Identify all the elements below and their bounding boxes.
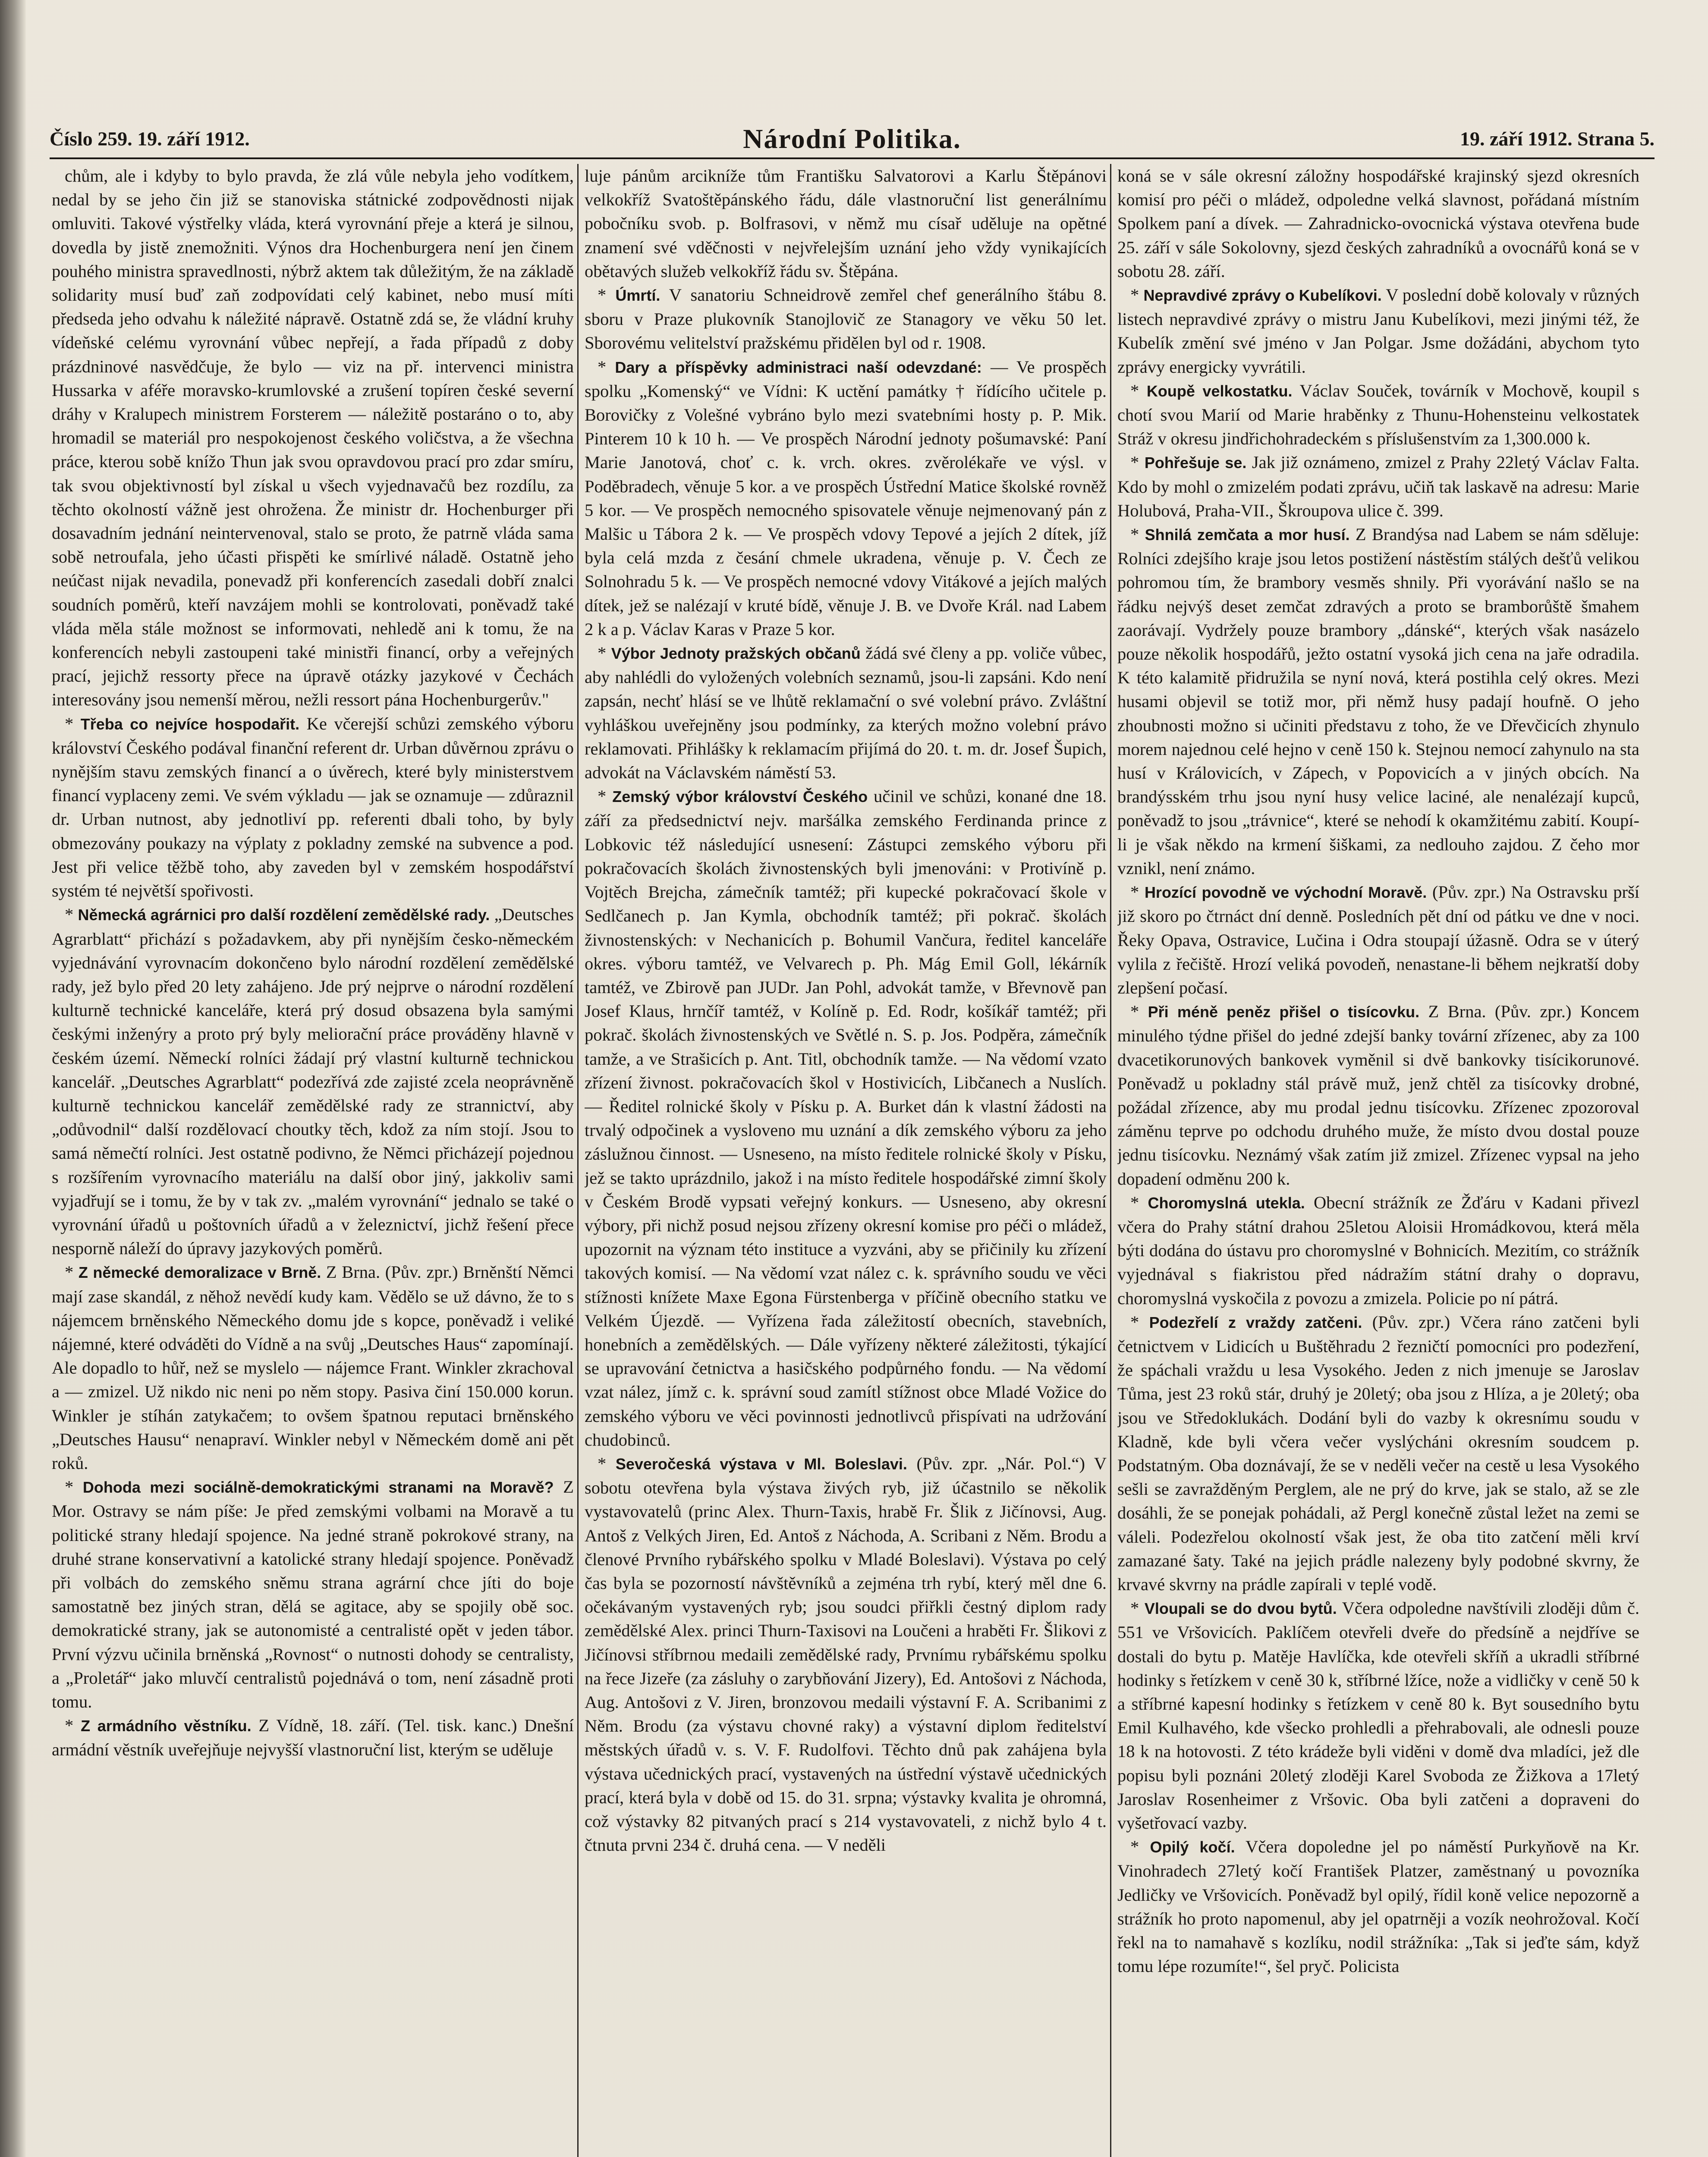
- article-paragraph: [52, 164, 574, 712]
- article-heading: Dohoda mezi sociálně-demokratickými stranami na Moravě?: [82, 1478, 554, 1497]
- article-paragraph: * Dohoda mezi sociálně-demokratickými stranami na Moravě? Z Mor. Ostravy se nám píše: Je před zemskými volbami na Moravě a tu politické strany hledají spojence. Na jedné straně pokrokové strany, na druhé strane konservativní a katolické strany hledají spojence. Poněvadž při volbách do zemského sněmu strana agrární chce jíti do boje samostatně bez jiných stran, dělá se agitace, aby se spojily obě soc. demokratické strany, jak se autonomisté a centralisté opět v jeden tábor. První výzvu učinila brněnská „Rovnost“ o nutnosti dohody se centralisty, a „Proletář“ jako mluvčí centralistů pojednává o tom, není zásadně proti tomu.: [52, 1477, 574, 1711]
- article-text: Václav Souček, továrník v Mochově, koupil s chotí svou Marií od Marie hraběnky z Thunu-Hohensteinu velkostatek Stráž v okresu jindřichohradeckém s příslušenstvím za 1,300.000 k.: [1117, 380, 1639, 449]
- column-2: [585, 164, 1107, 2157]
- article-paragraph: * Shnilá zemčata a mor husí. Z Brandýsa nad Labem se nám sděluje: Rolníci zdejšího kraje jsou letos postižení nástěstím stálých dešťů velikou pohromou tím, že brambory vesměs shnily. Při vyorávání našlo se na řádku nejvýš deset zemčat zdravých a proto se bramborůště šmahem zaorávají. Vydržely pouze brambory „dánské“, kterých však nasázelo pouze několik hospodářů, ježto ostatní vysoká jich cena na jaře odradila. K této kalamitě přidružila se nyní nová, která postihla celý okres. Mezi husami objevil se totiž mor, při němž husy padají houfně. O jeho zhoubnosti možno si učiniti představu z toho, že ve Dřevčicích zhynulo morem najednou celé hejno v ceně 150 k. Stejnou nemocí zahynulo na sta husí v Královicích, v Zápech, v Popovicích a v jiných obcích. Na brandýsském trhu jsou nyní husy velice laciné, ale nenalézají kupců, poněvadž to jsou „trávnice“, které se nehodí k okamžitému zabití. Koupí-li je však někdo na krmení šiškami, za nedlouho zajdou. Z čeho mor vznikl, není známo.: [1117, 525, 1639, 878]
- article-paragraph: * Zemský výbor království Českého učinil ve schůzi, konané dne 18. září za předsednictví nejv. maršálka zemského Ferdinanda prince z Lobkovic též následující usnesení: Zástupci zemského výboru při pokračovacích školách živnostenských byli jmenováni: v Protivíně p. Vojtěch Brejcha, zámečník tamtéž; při kupecké pokračovací škole v Sedlčanech p. Jan Kymla, obchodník tamtéž; při pokrač. školách živnostenských: v Nechanicích p. Bohumil Vančura, ředitel kanceláře okres. výboru tamtéž, ve Velvarech p. Ph. Mág Emil Goll, lékárník tamtéž, ve Zbirově pan JUDr. Jan Pohl, advokát tamže, v Břevnově pan Josef Klaus, hrnčíř tamtéž, v Kolíně p. Ed. Rodr, košíkář tamtéž; při pokrač. školách živnostenských ve Světlé n. S. p. Jos. Podpěra, zámečník tamže, a ve Strašicích p. Ant. Titl, obchodník tamže. — Na vědomí vzato zřízení živnost. pokračovacích škol v Hostivicích, Libčanech a Nuslích. — Ředitel rolnické školy v Písku p. A. Burket dán k vlastní žádosti na trvalý odpočinek a vysloveno mu uznání a dík zemského výboru za jeho záslužnou činnost. — Usneseno, na místo ředitele rolnické školy v Písku, jež se takto uprázdnilo, jakož i na místo ředitele hospodářské zimní školy v Českém Brodě vypsati veřejný konkurs. — Usneseno, aby okresní výbory, při nichž posud nejsou zřízeny okresní komise pro péči o mládež, upozornit na význam této instituce a vyzváni, aby se přičinily ku zřízení takových komisí. — Na vědomí vzat nález c. k. správního soudu ve věci stížnosti knížete Maxe Egona Fürstenberga v příčině obecního statku ve Velkém Újezdě. — Vyřízena řada záležitostí obecních, stavebních, honebních a zemědělských. — Dále vyřízeny některé záležitosti, týkající se upravování četnictva a hasičského podpůrného fondu. — Na vědomí vzat nález, jímž c. k. správní soud zamítl stížnost obce Mladé Vožice do zemského výboru ve věci povinnosti jednotlivců přispívati na udržování chudobinců.: [585, 786, 1107, 1450]
- article-text: žádá své členy a pp. voliče vůbec, aby nahlédli do vyložených volebních seznamů, jsou-li zapsáni. Kdo není zapsán, nechť hlásí se ve lhůtě reklamační o své volební právo. Zvláštní vyhláškou uveřejněny jsou podmínky, za kterých možno volební právo reklamovati. Přihlášky k reklamacím přijímá do 20. t. m. dr. Josef Šupich, advokát na Václavském náměstí 53.: [585, 643, 1107, 783]
- column-divider: [1110, 164, 1111, 2157]
- article-text: Obecní strážník ze Žďáru v Kadani přivezl včera do Prahy státní drahou 25letou Aloisii Hromádkovou, která měla býti dodána do ústavu pro choromyslné v Bohnicích. Mezitím, co strážník vyjednával s fiakristou před nádražím státní drahy o dopravu, choromyslná vyskočila z povozu a zmizela. Policie po ní pátrá.: [1117, 1192, 1639, 1308]
- article-heading: Třeba co nejvíce hospodařit.: [80, 715, 300, 733]
- article-paragraph: * Nepravdivé zprávy o Kubelíkovi. V poslední době kolovaly v různých listech nepravdivé zprávy o mistru Janu Kubelíkovi, mezi jinými též, že Kubelík změní své jméno v Jan Polgar. Jsme dožádáni, abychom tyto zprávy energicky vyvrátili.: [1117, 285, 1639, 377]
- column-divider: [577, 164, 579, 2157]
- article-heading: Opilý kočí.: [1150, 1838, 1235, 1856]
- page-edge-shadow: [0, 0, 26, 2157]
- article-text: Včera odpoledne navštívili zloději dům č. 551 ve Vršovicích. Paklíčem otevřeli dveře do předsíně a nejdříve se dostali do bytu p. Matěje Havlíčka, kde otevřeli skříň a ukradli stříbrné hodinky s řetízkem v ceně 30 k, stříbrné lžíce, nože a vidličky v ceně 50 k a stříbrné kapesní hodinky s řetízkem v ceně 80 k. Byt sousedního bytu Emil Kulhavého, kde všecko prohledli a přehrabovali, ale odnesli pouze 18 k na hotovosti. Z této krádeže byli viděni v domě dva mladíci, jež dle popisu byli poznáni 20letý zloději Karel Svoboda ze Žižkova a 17letý Jaroslav Rosenheimer z Vršovic. Oba byli zatčeni a dopraveni do vyšetřovací vazby.: [1117, 1598, 1639, 1833]
- article-heading: Severočeská výstava v Ml. Boleslavi.: [615, 1455, 907, 1473]
- article-paragraph: * Choromyslná utekla. Obecní strážník ze Žďáru v Kadani přivezl včera do Prahy státní drahou 25letou Aloisii Hromádkovou, která měla býti dodána do ústavu pro choromyslné v Bohnicích. Mezitím, co strážník vyjednával s fiakristou před nádražím státní drahy o dopravu, choromyslná vyskočila z povozu a zmizela. Policie po ní pátrá.: [1117, 1192, 1639, 1308]
- article-paragraph: * Severočeská výstava v Ml. Boleslavi. (Pův. zpr. „Nár. Pol.“) V sobotu otevřena byla výstava živých ryb, již účastnilo se několik vystavovatelů (princ Alex. Thurn-Taxis, hrabě Fr. Šlik z Jičínovsi, Aug. Antoš z Velkých Jiren, Ed. Antoš z Náchoda, A. Scribani z Něm. Brodu a členové Prvního rybářského spolku v Mladé Boleslavi). Výstava po celý čas byla se pozorností návštěvníků a zejména trh rybí, který měl dne 6. očekávaným vystavených ryb; jsou soudci přiřkli čestný diplom rady zemědělské Alex. princi Thurn-Taxisovi na Loučeni a hraběti Fr. Šlikovi z Jičínovsi stříbrnou medaili zemědělské rady, Prvnímu rybářskému spolku na řece Jizeře (za zásluhy o zarybňování Jizery), Ed. Antošovi z Náchoda, Aug. Antošovi z V. Jiren, bronzovou medaili výstavní F. A. Scribanimi z Něm. Brodu (za výstavu chovné raky) a výstavní diplom ředitelství městských úřadů v. s. V. F. Rudolfovi. Těchto dnů pak zahájena byla výstava učednických prací, vystavených na ústřední výstavě učednických prací, která byla v době od 15. do 31. srpna; výstavky kvalita je ohromná, což výstavky 82 pitvaných prací s 214 vystavovateli, z nichž bylo 4 t. čtnuta prvni 234 č. druhá cena. — V neděli: [585, 1453, 1107, 1855]
- article-heading: Z armádního věstníku.: [81, 1717, 252, 1735]
- article-heading: Vloupali se do dvou bytů.: [1144, 1600, 1337, 1618]
- article-paragraph: [1117, 164, 1639, 283]
- article-paragraph: * Z armádního věstníku. Z Vídně, 18. září. (Tel. tisk. kanc.) Dnešní armádní věstník uveřejňuje nejvyšší vlastnoruční list, kterým se uděluje: [52, 1716, 574, 1760]
- article-text: (Pův. zpr.) Včera ráno zatčeni byli četnictvem v Lidicích u Buštěhradu 2 řezničtí pomocníci pro podezření, že spáchali vraždu u lesa Vysokého. Jeden z nich jmenuje se Jaroslav Tůma, jest 23 roků stár, druhý je 20letý; oba jsou z Hlíza, a je 20letý; oba jsou ve Středoklukách. Dodání byli do vazby k okresnímu soudu v Kladně, kde byli včera večer vyslýcháni okresním soudcem p. Podstatným. Oba doznávají, že se v neděli večer na cestě u lesa Vysokého sešli se zavražděným Perglem, ale ne prý do krve, jak se stalo, až se zle dosáhli, že se ponejak pohádali, až Pergl konečně zůstal ležet na zemi se váleli. Podezřelou okolností však jest, že oba tito zatčení měli krví zamazané šaty. Také na jejich prádle nalezeny byly podobné skvrny, že krvavé skvrny na prádle zapírali v teplé vodě.: [1117, 1312, 1639, 1594]
- article-text: Jak již oznámeno, zmizel z Prahy 22letý Václav Falta. Kdo by mohl o zmizelém podati zprávu, učiň tak laskavě na adresu: Marie Holubová, Praha-VII., Škroupova ulice č. 399.: [1117, 453, 1639, 520]
- article-paragraph: * Podezřelí z vraždy zatčeni. (Pův. zpr.) Včera ráno zatčeni byli četnictvem v Lidicích u Buštěhradu 2 řezničtí pomocníci pro podezření, že spáchali vraždu u lesa Vysokého. Jeden z nich jmenuje se Jaroslav Tůma, jest 23 roků stár, druhý je 20letý; oba jsou z Hlíza, a je 20letý; oba jsou ve Středoklukách. Dodání byli do vazby k okresnímu soudu v Kladně, kde byli včera večer vyslýcháni okresním soudcem p. Podstatným. Oba doznávají, že se v neděli večer na cestě u lesa Vysokého sešli se zavražděným Perglem, ale ne prý do krve, jak se stalo, až se zle dosáhli, že se ponejak pohádali, až Pergl konečně zůstal ležet na zemi se váleli. Podezřelou okolností však jest, že oba tito zatčení měli krví zamazané šaty. Také na jejich prádle nalezeny byly podobné skvrny, že krvavé skvrny na prádle zapírali v teplé vodě.: [1117, 1312, 1639, 1594]
- article-text: Ke včerejší schůzi zemského výboru království Českého podával finanční referent dr. Urban důvěrnou zprávu o nynějším stavu zemských financí a o úvěrech, které byly ministerstvem financí vyplaceny zemi. Ve svém výkladu — jak se oznamuje — zdůraznil dr. Urban nutnost, aby jednotliví pp. referenti dbali toho, by byly obmezovány poukazy na výplaty z pokladny zemské na subvence a pod. Jest při velice těžbě toho, aby zaveden byl v zemském hospodářství systém té největší spořivosti.: [52, 714, 574, 901]
- article-text: učinil ve schůzi, konané dne 18. září za předsednictví nejv. maršálka zemského Ferdinanda prince z Lobkovic též následující usnesení: Zástupci zemského výboru při pokračovacích školách živnostenských byli jmenováni: v Protivíně p. Vojtěch Brejcha, zámečník tamtéž; při kupecké pokračovací škole v Sedlčanech p. Jan Kymla, obchodník tamtéž; při pokrač. školách živnostenských: v Nechanicích p. Bohumil Vančura, ředitel kanceláře okres. výboru tamtéž, ve Velvarech p. Ph. Mág Emil Goll, lékárník tamtéž, ve Zbirově pan JUDr. Jan Pohl, advokát tamže, v Břevnově pan Josef Klaus, hrnčíř tamtéž, v Kolíně p. Ed. Rodr, košíkář tamtéž; při pokrač. školách živnostenských ve Světlé n. S. p. Jos. Podpěra, zámečník tamže, a ve Strašicích p. Ant. Titl, obchodník tamže. — Na vědomí vzato zřízení živnost. pokračovacích škol v Hostivicích, Libčanech a Nuslích. — Ředitel rolnické školy v Písku p. A. Burket dán k vlastní žádosti na trvalý odpočinek a vysloveno mu uznání a dík zemského výboru za jeho záslužnou činnost. — Usneseno, na místo ředitele rolnické školy v Písku, jež se takto uprázdnilo, jakož i na místo ředitele hospodářské zimní školy v Českém Brodě vypsati veřejný konkurs. — Usneseno, aby okresní výbory, při nichž posud nejsou zřízeny okresní komise pro péči o mládež, upozornit na význam této instituce a vyzváni, aby se přičinily ku zřízení takových komisí. — Na vědomí vzat nález c. k. správního soudu ve věci stížnosti knížete Maxe Egona Fürstenberga v příčině obecního statku ve Velkém Újezdě. — Vyřízena řada záležitostí obecních, stavebních, honebních a zemědělských. — Dále vyřízeny některé záležitosti, týkající se upravování četnictva a hasičského podpůrného fondu. — Na vědomí vzat nález, jímž c. k. správní soud zamítl stížnost obce Mladé Vožice do zemského výboru ve věci povinnosti jednotlivců přispívati na udržování chudobinců.: [585, 786, 1107, 1450]
- article-paragraph: * Hrozící povodně ve východní Moravě. (Pův. zpr.) Na Ostravsku prší již skoro po čtrnáct dní denně. Posledních pět dní od pátku ve dne v noci. Řeky Opava, Ostravice, Lučina i Odra stoupají úžasně. Odra se v úterý vylila z řečiště. Hrozí veliká povodeň, nenastane-li během nejkratší doby zlepšení počasí.: [1117, 882, 1639, 997]
- article-text: Z Brna. (Pův. zpr.) Brněnští Němci mají zase skandál, z něhož nevědí kudy kam. Vědělo se už dávno, že to s nájemcem brněnského Německého domu jde s kopce, poněvadž i veliké nájemné, které odváděti do Vídně a na svůj „Deutsches Haus“ zapomínají. Ale dopadlo to hůř, než se myslelo — nájemce Frant. Winkler zkrachoval a — zmizel. Už nikdo nic neni po něm stopy. Pasiva činí 150.000 korun. Winkler je stíhán zatykačem; to ovšem špatnou reputaci brněnského „Deutsches Hausu“ nenapraví. Winkler nebyl v Německém domě ani pět roků.: [52, 1262, 574, 1473]
- article-paragraph: * Dary a příspěvky administraci naší odevzdané: — Ve prospěch spolku „Komenský“ ve Vídni: K uctění památky † řídícího učitele p. Borovičky z Volešné vybráno bylo mezi svatebními hosty p. P. Mik. Pinterem 10 k 10 h. — Ve prospěch Národní jednoty pošumavské: Paní Marie Janotová, choť c. k. vrch. okres. zvěrolékaře ve výsl. v Poděbradech, věnuje 5 kor. a ve prospěch Ústřední Matice školské rovněž 5 kor. — Ve prospěch nemocného spisovatele věnuje nejmenovaný pán z Malšic u Tábora 2 k. — Ve prospěch vdovy Tepové a jejích 2 dítek, jíž byla celá mzda z česání chmele ukradena, věnuje p. V. Čech ze Solnohradu 5 k. — Ve prospěch nemocné vdovy Vitákové a jejích malých dítek, jež se nalézají v kruté bídě, věnuje J. B. ve Dvoře Král. nad Labem 2 k a p. Václav Karas v Praze 5 kor.: [585, 357, 1107, 639]
- article-paragraph: [585, 164, 1107, 283]
- article-paragraph: * Výbor Jednoty pražských občanů žádá své členy a pp. voliče vůbec, aby nahlédli do vyložených volebních seznamů, jsou-li zapsáni. Kdo není zapsán, nechť hlásí se ve lhůtě reklamační o své volební právo. Zvláštní vyhláškou uveřejněny jsou podmínky, za kterých možno volební právo reklamovati. Přihlášky k reklamacím přijímá do 20. t. m. dr. Josef Šupich, advokát na Václavském náměstí 53.: [585, 643, 1107, 783]
- article-text: Z Vídně, 18. září. (Tel. tisk. kanc.) Dnešní armádní věstník uveřejňuje nejvyšší vlastnoruční list, kterým se uděluje: [52, 1716, 574, 1760]
- article-text: — Ve prospěch spolku „Komenský“ ve Vídni: K uctění památky † řídícího učitele p. Borovičky z Volešné vybráno bylo mezi svatebními hosty p. P. Mik. Pinterem 10 k 10 h. — Ve prospěch Národní jednoty pošumavské: Paní Marie Janotová, choť c. k. vrch. okres. zvěrolékaře ve výsl. v Poděbradech, věnuje 5 kor. a ve prospěch Ústřední Matice školské rovněž 5 kor. — Ve prospěch nemocného spisovatele věnuje nejmenovaný pán z Malšic u Tábora 2 k. — Ve prospěch vdovy Tepové a jejích 2 dítek, jíž byla celá mzda z česání chmele ukradena, věnuje p. V. Čech ze Solnohradu 5 k. — Ve prospěch nemocné vdovy Vitákové a jejích malých dítek, jež se nalézají v kruté bídě, věnuje J. B. ve Dvoře Král. nad Labem 2 k a p. Václav Karas v Praze 5 kor.: [585, 357, 1107, 639]
- article-text: Z Mor. Ostravy se nám píše: Je před zemskými volbami na Moravě a tu politické strany hledají spojence. Na jedné straně pokrokové strany, na druhé strane konservativní a katolické strany hledají spojence. Poněvadž při volbách do zemského sněmu strana agrární chce jíti do boje samostatně bez jiných stran, dělá se agitace, aby se spojily obě soc. demokratické strany, jak se autonomisté a centralisté opět v jeden tábor. První výzvu učinila brněnská „Rovnost“ o nutnosti dohody se centralisty, a „Proletář“ jako mluvčí centralistů pojednává o tom, není zásadně proti tomu.: [52, 1477, 574, 1711]
- article-text: (Pův. zpr. „Nár. Pol.“) V sobotu otevřena byla výstava živých ryb, již účastnilo se několik vystavovatelů (princ Alex. Thurn-Taxis, hrabě Fr. Šlik z Jičínovsi, Aug. Antoš z Velkých Jiren, Ed. Antoš z Náchoda, A. Scribani z Něm. Brodu a členové Prvního rybářského spolku v Mladé Boleslavi). Výstava po celý čas byla se pozorností návštěvníků a zejména trh rybí, který měl dne 6. očekávaným vystavených ryb; jsou soudci přiřkli čestný diplom rady zemědělské Alex. princi Thurn-Taxisovi na Loučeni a hraběti Fr. Šlikovi z Jičínovsi stříbrnou medaili zemědělské rady, Prvnímu rybářskému spolku na řece Jizeře (za zásluhy o zarybňování Jizery), Ed. Antošovi z Náchoda, Aug. Antošovi z V. Jiren, bronzovou medaili výstavní F. A. Scribanimi z Něm. Brodu (za výstavu chovné raky) a výstavní diplom ředitelství městských úřadů v. s. V. F. Rudolfovi. Těchto dnů pak zahájena byla výstava učednických prací, vystavených na ústřední výstavě učednických prací, která byla v době od 15. do 31. srpna; výstavky kvalita je ohromná, což výstavky 82 pitvaných prací s 214 vystavovateli, z nichž bylo 4 t. čtnuta prvni 234 č. druhá cena. — V neděli: [585, 1453, 1107, 1855]
- article-heading: Koupě velkostatku.: [1146, 382, 1293, 400]
- article-heading: Úmrtí.: [615, 286, 661, 305]
- header-issue: Číslo 259. 19. září 1912.: [50, 128, 250, 150]
- article-heading: Choromyslná utekla.: [1148, 1194, 1305, 1212]
- article-paragraph: * Vloupali se do dvou bytů. Včera odpoledne navštívili zloději dům č. 551 ve Vršovicích. Paklíčem otevřeli dveře do předsíně a nejdříve se dostali do bytu p. Matěje Havlíčka, kde otevřeli skříň a ukradli stříbrné hodinky s řetízkem v ceně 30 k, stříbrné lžíce, nože a vidličky v ceně 50 k a stříbrné kapesní hodinky s řetízkem v ceně 80 k. Byt sousedního bytu Emil Kulhavého, kde všecko prohledli a přehrabovali, ale odnesli pouze 18 k na hotovosti. Z této krádeže byli viděni v domě dva mladíci, jež dle popisu byli poznáni 20letý zloději Karel Svoboda ze Žižkova a 17letý Jaroslav Rosenheimer z Vršovic. Oba byli zatčeni a dopraveni do vyšetřovací vazby.: [1117, 1598, 1639, 1833]
- article-heading: Shnilá zemčata a mor husí.: [1145, 526, 1350, 544]
- masthead-title: Národní Politika.: [743, 123, 961, 154]
- article-heading: Dary a příspěvky administraci naší odevzdané:: [615, 358, 982, 376]
- article-text: Z Brna. (Pův. zpr.) Koncem minulého týdne přišel do jedné zdejší banky tovární zřízenec, aby za 100 dvacetikorunových bankovek vyměnil si dvě bankovky tisícikorunové. Poněvadž u pokladny stál právě muž, jenž chtěl za tisícovky drobné, požádal zřízence, aby mu prodal jednu tisícovku. Zřízenec zpozoroval záměnu teprve po odchodu druhého muže, že místo dvou dostal pouze jednu tisícovku. Neznámý však zatím již zmizel. Zřízenec vypsal na jeho dopadení odměnu 200 k.: [1117, 1002, 1639, 1189]
- article-heading: Pohřešuje se.: [1144, 454, 1247, 472]
- article-text: V poslední době kolovaly v různých listech nepravdivé zprávy o mistru Janu Kubelíkovi, mezi jinými též, že Kubelík změní své jméno v Jan Polgar. Jsme dožádáni, abychom tyto zprávy energicky vyvrátili.: [1117, 285, 1639, 377]
- article-paragraph: * Koupě velkostatku. Václav Souček, továrník v Mochově, koupil s chotí svou Marií od Marie hraběnky z Thunu-Hohensteinu velkostatek Stráž v okresu jindřichohradeckém s příslušenstvím za 1,300.000 k.: [1117, 380, 1639, 449]
- article-heading: Hrozící povodně ve východní Moravě.: [1144, 884, 1427, 902]
- article-paragraph: * Úmrtí. V sanatoriu Schneidrově zemřel chef generálního štábu 8. sboru v Praze plukovník Stanojlovič ze Stanagory ve věku 50 let. Sborovému velitelství pražskému přidělen byl od r. 1908.: [585, 285, 1107, 353]
- article-paragraph: * Třeba co nejvíce hospodařit. Ke včerejší schůzi zemského výboru království Českého podával finanční referent dr. Urban důvěrnou zprávu o nynějším stavu zemských financí a o úvěrech, které byly ministerstvem financí vyplaceny zemi. Ve svém výkladu — jak se oznamuje — zdůraznil dr. Urban nutnost, aby jednotliví pp. referenti dbali toho, by byly obmezovány poukazy na výplaty z pokladny zemské na subvence a pod. Jest při velice těžbě toho, aby zaveden byl v zemském hospodářství systém té největší spořivosti.: [52, 714, 574, 901]
- header-rule: [50, 157, 1655, 159]
- page-header: [50, 123, 1655, 157]
- article-heading: Výbor Jednoty pražských občanů: [611, 645, 861, 663]
- article-paragraph: * Německá agrárnici pro další rozdělení zemědělské rady. „Deutsches Agrarblatt“ přichází s požadavkem, aby při nynějším česko-německém vyjednávání vyrovnacím dokončeno bylo národní rozdělení zemědělské rady, jež bylo před 20 lety zahájeno. Jde prý nejprve o národní rozdělení kulturně technické kanceláře, která prý dosud obsazena byla samými českými inženýry a proto prý byly meliorační práce prováděny hlavně v českém území. Německí rolníci žádají prý vlastní kulturně technickou kancelář. „Deutsches Agrarblatt“ podezřívá zde zajisté zcela neoprávněně kulturně technickou kancelář zemědělské rady ze strannictví, aby „odůvodnil“ další rozdělovací choutky těch, kdož za ním stojí. Jsou to samá němečtí rolníci. Jest ostatně podivno, že Němci přicházejí pojednou s rozšířením vyrovnacího materiálu na další obor jiný, jakkoliv sami vyjadřují se i tomu, že by v tak zv. „malém vyrovnání“ jednalo se také o vyrovnání úřadů u poštovních úřadů a v železnictví, jichž řešení přece nesporně náleží do úpravy jazykových poměrů.: [52, 905, 574, 1258]
- article-heading: Zemský výbor království Českého: [612, 788, 868, 806]
- article-paragraph: * Pohřešuje se. Jak již oznámeno, zmizel z Prahy 22letý Václav Falta. Kdo by mohl o zmizelém podati zprávu, učiň tak laskavě na adresu: Marie Holubová, Praha-VII., Škroupova ulice č. 399.: [1117, 453, 1639, 520]
- article-heading: Německá agrárnici pro další rozdělení zemědělské rady.: [78, 906, 490, 924]
- article-text: V sanatoriu Schneidrově zemřel chef generálního štábu 8. sboru v Praze plukovník Stanojlovič ze Stanagory ve věku 50 let. Sborovému velitelství pražskému přidělen byl od r. 1908.: [585, 285, 1107, 353]
- article-paragraph: * Opilý kočí. Včera dopoledne jel po náměstí Purkyňově na Kr. Vinohradech 27letý kočí František Platzer, zaměstnaný u povozníka Jedličky ve Vršovicích. Poněvadž byl opilý, řídil koně velice nepozorně a strážník ho proto napomenul, aby jel opatrněji a vozík neohrožoval. Kočí řekl na to namahavě s kozlíku, nodil strážníka: „Tak si jeďte sám, když tomu lépe rozumíte!“, šel pryč. Policista: [1117, 1837, 1639, 1976]
- article-heading: Z německé demoralizace v Brně.: [78, 1264, 321, 1282]
- header-date-page: 19. září 1912. Strana 5.: [1460, 128, 1655, 150]
- article-text: koná se v sále okresní záložny hospodářské krajinský sjezd okresních komisí pro péči o mládež, odpoledne velká slavnost, pořádaná místním Spolkem paní a dívek. — Zahradnicko-ovocnická výstava otevřena bude 25. září v sále Sokolovny, sjezd českých zahradníků a ovocnářů koná se v sobotu 28. září.: [1117, 166, 1639, 281]
- article-text: luje pánům arcikníže tům Františku Salvatorovi a Karlu Štěpánovi velkokříž Svatoštěpánského řádu, dále vlastnoruční list generálnímu pobočníku svob. p. Bolfrasovi, v němž mu císař uděluje na opětné znamení své vděčnosti v nejvřelejším uznání jeho vždy vynikajících obětavých služeb velkokříž řádu sv. Štěpána.: [585, 166, 1107, 281]
- article-text: Včera dopoledne jel po náměstí Purkyňově na Kr. Vinohradech 27letý kočí František Platzer, zaměstnaný u povozníka Jedličky ve Vršovicích. Poněvadž byl opilý, řídil koně velice nepozorně a strážník ho proto napomenul, aby jel opatrněji a vozík neohrožoval. Kočí řekl na to namahavě s kozlíku, nodil strážníka: „Tak si jeďte sám, když tomu lépe rozumíte!“, šel pryč. Policista: [1117, 1837, 1639, 1976]
- article-heading: Podezřelí z vraždy zatčeni.: [1149, 1313, 1362, 1331]
- article-paragraph: * Při méně peněz přišel o tisícovku. Z Brna. (Pův. zpr.) Koncem minulého týdne přišel do jedné zdejší banky tovární zřízenec, aby za 100 dvacetikorunových bankovek vyměnil si dvě bankovky tisícikorunové. Poněvadž u pokladny stál právě muž, jenž chtěl za tisícovky drobné, požádal zřízence, aby mu prodal jednu tisícovku. Zřízenec zpozoroval záměnu teprve po odchodu druhého muže, že místo dvou dostal pouze jednu tisícovku. Neznámý však zatím již zmizel. Zřízenec vypsal na jeho dopadení odměnu 200 k.: [1117, 1002, 1639, 1189]
- article-text: Z Brandýsa nad Labem se nám sděluje: Rolníci zdejšího kraje jsou letos postižení nástěstím stálých dešťů velikou pohromou tím, že brambory vesměs shnily. Při vyorávání našlo se na řádku nejvýš deset zemčat zdravých a proto se bramborůště šmahem zaorávají. Vydržely pouze brambory „dánské“, kterých však nasázelo pouze několik hospodářů, ježto ostatní vysoká jich cena na jaře odradila. K této kalamitě přidružila se nyní nová, která postihla celý okres. Mezi husami objevil se totiž mor, při němž husy padají houfně. O jeho zhoubnosti možno si učiniti představu z toho, že ve Dřevčicích zhynulo morem najednou celé hejno v ceně 150 k. Stejnou nemocí zahynulo na sta husí v Královicích, v Zápech, v Popovicích a v jiných obcích. Na brandýsském trhu jsou nyní husy velice laciné, ale nenalézají kupců, poněvadž to jsou „trávnice“, které se nehodí k okamžitému zabití. Koupí-li je však někdo na krmení šiškami, za nedlouho zajdou. Z čeho mor vznikl, není známo.: [1117, 525, 1639, 878]
- article-text: chům, ale i kdyby to bylo pravda, že zlá vůle nebyla jeho vodítkem, nedal by se jeho čin již se stanoviska státnické zodpovědnosti nijak omluviti. Takové výstřelky vláda, která vyrovnání přeje a která je silnou, dovedla by jistě znemožniti. Výnos dra Hochenburgera není jen činem pouhého ministra spravedlnosti, nýbrž aktem tak důležitým, že na základě solidarity musí buď zaň zodpovídati celý kabinet, nebo musí míti předseda jeho odvahu k náležité nápravě. Ostatně zdá se, že vládní kruhy vídeňské celému vyrovnání vůbec nepřejí, a řada případů z doby prázdninové nasvědčuje, že bylo — viz na př. intervenci ministra Hussarka v aféře moravsko-krumlovské a zrušení topíren české severní dráhy v Kralupech ministrem Forsterem — náležitě postaráno o to, aby hromadil se materiál pro nespokojenost českého voličstva, a že všechna práce, kterou sobě knížo Thun jak svou opravdovou prací pro zdar smíru, tak svou objektivností byl získal u všech vyjednavačů bez rozdílu, za těchto okolností vážně jest ohrožena. Že ministr dr. Hochenburger při dosavadním jednání neintervenoval, stalo se proto, že patrně vláda sama sobě netroufala, jeho účasti přispěti ke smírlivé náladě. Ostatně jeho neúčast nijak nevadila, ponevadž při konferencích zasedali dobří znalci soudních poměrů, kteří navzájem mohli se kontrolovati, poněvadž také vláda měla stále možnost se informovati, nehledě ani k tomu, že na konferencích nebyli zastoupeni také ministři financí, orby a veřejných prací, jejichž ressorty přece na úpravě otázky jazykové v Čechách interesovány jsou nemenší měrou, nežli ressort pána Hochenburgerův.": [52, 166, 574, 710]
- column-1: [52, 164, 574, 2157]
- article-heading: Při méně peněz přišel o tisícovku.: [1148, 1003, 1420, 1021]
- column-3: [1117, 164, 1639, 2157]
- article-paragraph: * Z německé demoralizace v Brně. Z Brna. (Pův. zpr.) Brněnští Němci mají zase skandál, z něhož nevědí kudy kam. Vědělo se už dávno, že to s nájemcem brněnského Německého domu jde s kopce, poněvadž i veliké nájemné, které odváděti do Vídně a na svůj „Deutsches Haus“ zapomínají. Ale dopadlo to hůř, než se myslelo — nájemce Frant. Winkler zkrachoval a — zmizel. Už nikdo nic neni po něm stopy. Pasiva činí 150.000 korun. Winkler je stíhán zatykačem; to ovšem špatnou reputaci brněnského „Deutsches Hausu“ nenapraví. Winkler nebyl v Německém domě ani pět roků.: [52, 1262, 574, 1473]
- article-text: „Deutsches Agrarblatt“ přichází s požadavkem, aby při nynějším česko-německém vyjednávání vyrovnacím dokončeno bylo národní rozdělení zemědělské rady, jež bylo před 20 lety zahájeno. Jde prý nejprve o národní rozdělení kulturně technické kanceláře, která prý dosud obsazena byla samými českými inženýry a proto prý byly meliorační práce prováděny hlavně v českém území. Německí rolníci žádají prý vlastní kulturně technickou kancelář. „Deutsches Agrarblatt“ podezřívá zde zajisté zcela neoprávněně kulturně technickou kancelář zemědělské rady ze strannictví, aby „odůvodnil“ další rozdělovací choutky těch, kdož za ním stojí. Jsou to samá němečtí rolníci. Jest ostatně podivno, že Němci přicházejí pojednou s rozšířením vyrovnacího materiálu na další obor jiný, jakkoliv sami vyjadřují se i tomu, že by v tak zv. „malém vyrovnání“ jednalo se také o vyrovnání úřadů u poštovních úřadů a v železnictví, jichž řešení přece nesporně náleží do úpravy jazykových poměrů.: [52, 905, 574, 1258]
- article-heading: Nepravdivé zprávy o Kubelíkovi.: [1143, 286, 1382, 305]
- article-text: (Pův. zpr.) Na Ostravsku prší již skoro po čtrnáct dní denně. Posledních pět dní od pátku ve dne v noci. Řeky Opava, Ostravice, Lučina i Odra stoupají úžasně. Odra se v úterý vylila z řečiště. Hrozí veliká povodeň, nenastane-li během nejkratší doby zlepšení počasí.: [1117, 882, 1639, 997]
